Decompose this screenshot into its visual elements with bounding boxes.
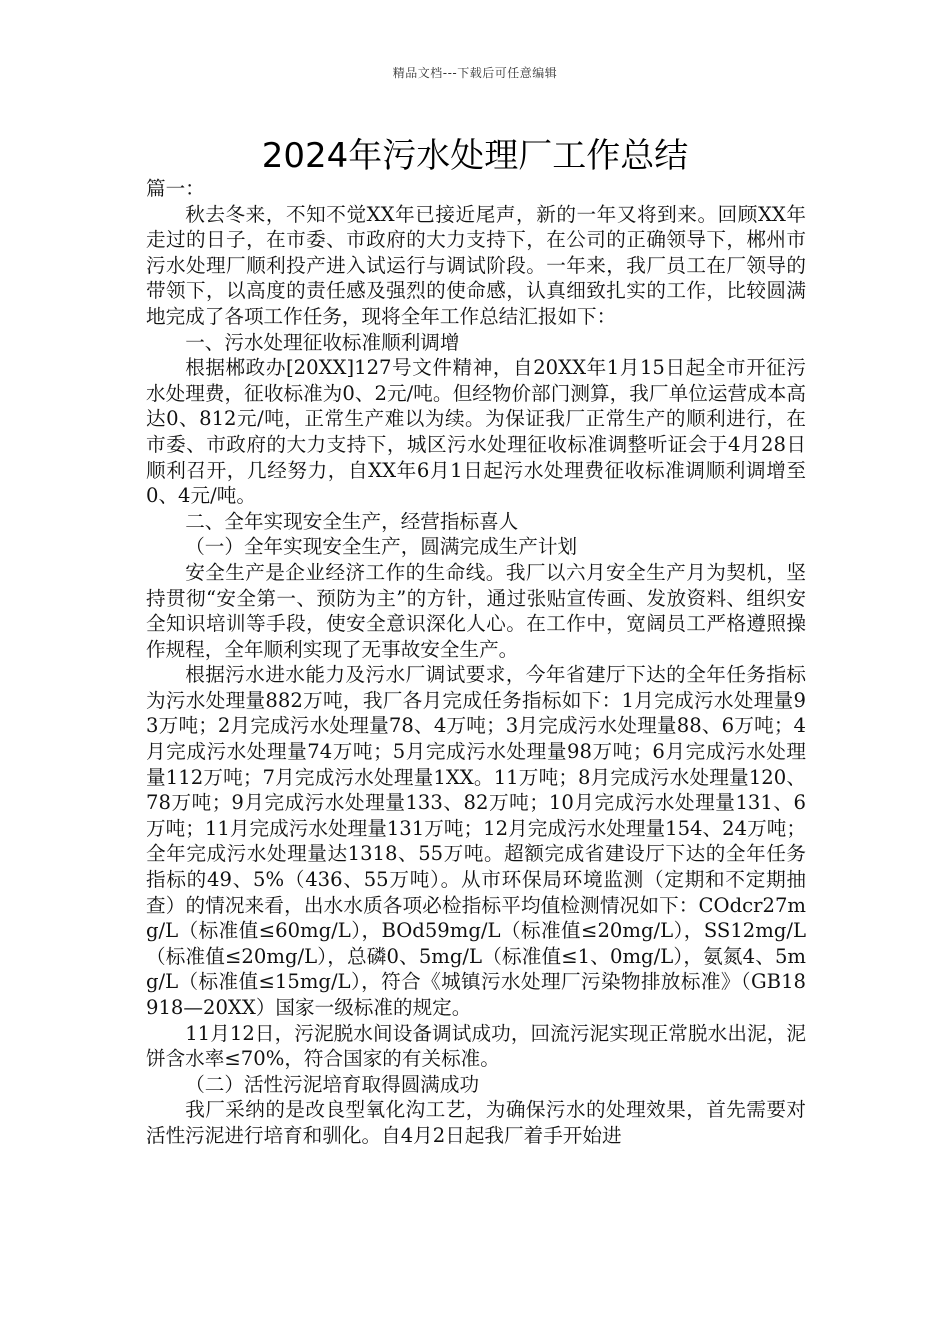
paragraph-intro: 秋去冬来，不知不觉XX年已接近尾声，新的一年又将到来。回顾XX年走过的日子，在市委、市政府的大力支持下，在公司的正确领导下，郴州市污水处理厂顺利投产进入试运行与调试阶段。一年来，我厂员工在厂领导的带领下，以高度的责任感及强烈的使命感，认真细致扎实的工作，比较圆满地完成了各项工作任务，现将全年工作总结汇报如下： xyxy=(146,202,806,328)
subsection-heading-2: （二）活性污泥培育取得圆满成功 xyxy=(185,1072,480,1096)
paragraph-monthly-output: 根据污水进水能力及污水厂调试要求，今年省建厅下达的全年任务指标为污水处理量882万吨，我厂各月完成任务指标如下：1月完成污水处理量93万吨；2月完成污水处理量78、4万吨；3月完成污水处理量88、6万吨；4月完成污水处理量74万吨；5月完成污水处理量98万吨；6月完成污水处理量112万吨；7月完成污水处理量1XX。11万吨；8月完成污水处理量120、78万吨；9月完成污水处理量133、82万吨；10月完成污水处理量131、6万吨；11月完成污水处理量131万吨；12月完成污水处理量154、24万吨；全年完成污水处理量达1318、55万吨。超额完成省建设厅下达的全年任务指标的49、5%（436、55万吨）。从市环保局环境监测（定期和不定期抽查）的情况来看，出水水质各项必检指标平均值检测情况如下：COdcr27mg/L（标准值≤60mg/L），BOd59mg/L（标准值≤20mg/L），SS12mg/L（标准值≤20mg/L），总磷0、5mg/L（标准值≤1、0mg/L），氨氮4、5mg/L（标准值≤15mg/L），符合《城镇污水处理厂污染物排放标准》（GB18918—20XX）国家一级标准的规定。 xyxy=(146,663,806,1019)
section-heading-2: 二、全年实现安全生产，经营指标喜人 xyxy=(185,509,519,533)
page-header-note: 精品文档---下载后可任意编辑 xyxy=(392,66,558,80)
paragraph-fee-standard: 根据郴政办[20XX]127号文件精神，自20XX年1月15日起全市开征污水处理费，征收标准为0、2元/吨。但经物价部门测算，我厂单位运营成本高达0、812元/吨，正常生产难以为续。为保证我厂正常生产的顺利进行，在市委、市政府的大力支持下，城区污水处理征收标准调整听证会于4月28日顺利召开，几经努力，自XX年6月1日起污水处理费征收标准调顺利调增至0、4元/吨。 xyxy=(146,356,806,508)
section-heading-1: 一、污水处理征收标准顺利调增 xyxy=(185,330,460,354)
document-body xyxy=(146,176,806,1149)
paragraph-sludge-dewatering: 11月12日，污泥脱水间设备调试成功，回流污泥实现正常脱水出泥，泥饼含水率≤70%，符合国家的有关标准。 xyxy=(146,1021,806,1071)
document-title: 2024年污水处理厂工作总结 xyxy=(261,136,689,176)
paragraph-safety: 安全生产是企业经济工作的生命线。我厂以六月安全生产月为契机，坚持贯彻“安全第一、预防为主”的方针，通过张贴宣传画、发放资料、组织安全知识培训等手段，使安全意识深化人心。在工作中，宽阔员工严格遵照操作规程，全年顺利实现了无事故安全生产。 xyxy=(146,560,806,661)
part-label: 篇一： xyxy=(146,177,205,200)
paragraph-activated-sludge: 我厂采纳的是改良型氧化沟工艺，为确保污水的处理效果，首先需要对活性污泥进行培育和驯化。自4月2日起我厂着手开始进 xyxy=(146,1098,806,1147)
subsection-heading-1: （一）全年实现安全生产，圆满完成生产计划 xyxy=(185,535,578,559)
